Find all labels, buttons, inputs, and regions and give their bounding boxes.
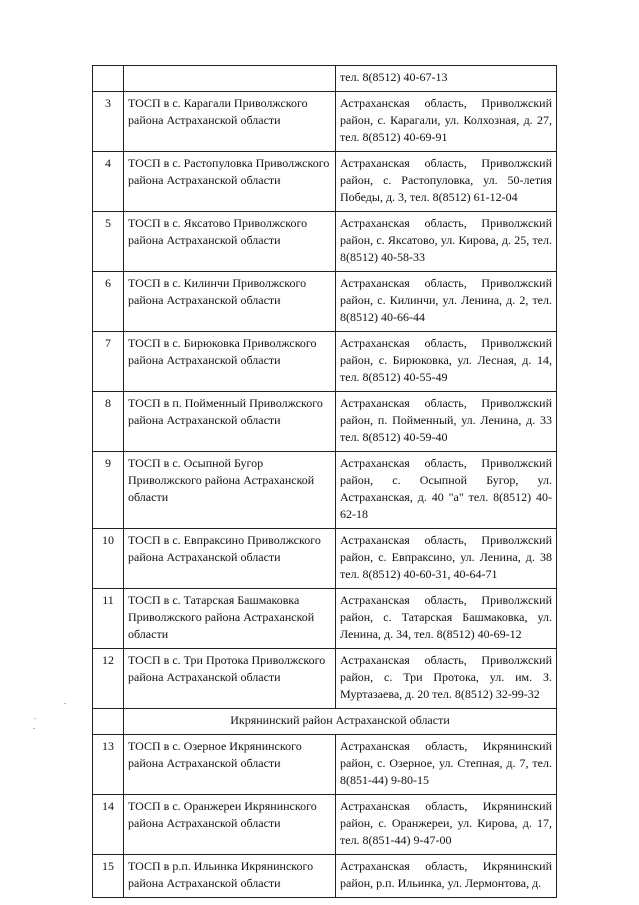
row-name: ТОСП в с. Оранжереи Икрянинского района Астраханской области xyxy=(124,795,336,855)
row-number: 8 xyxy=(93,392,124,452)
row-name: ТОСП в с. Три Протока Приволжского района Астраханской области xyxy=(124,649,336,709)
row-address: Астраханская область, Приволжский район, с. Бирюковка, ул. Лесная, д. 14, тел. 8(8512) 40-55-49 xyxy=(336,332,557,392)
row-address: Астраханская область, Приволжский район, с. Осыпной Бугор, ул. Астраханская, д. 40 "а" тел. 8(8512) 40-62-18 xyxy=(336,452,557,529)
row-name-cell xyxy=(124,66,336,92)
row-address: Астраханская область, Икрянинский район, с. Озерное, ул. Степная, д. 7, тел. 8(851-44) 9-80-15 xyxy=(336,735,557,795)
row-number-cell xyxy=(93,66,124,92)
row-name: ТОСП в с. Яксатово Приволжского района Астраханской области xyxy=(124,212,336,272)
row-name: ТОСП в с. Озерное Икрянинского района Астраханской области xyxy=(124,735,336,795)
row-number: 15 xyxy=(93,855,124,898)
section-header-row xyxy=(93,709,557,735)
row-name: ТОСП в с. Килинчи Приволжского района Астраханской области xyxy=(124,272,336,332)
row-name: ТОСП в р.п. Ильинка Икрянинского района Астраханской области xyxy=(124,855,336,898)
row-address: Астраханская область, Икрянинский район, с. Оранжереи, ул. Кирова, д. 17, тел. 8(851-44) 9-47-00 xyxy=(336,795,557,855)
row-number: 10 xyxy=(93,529,124,589)
table-row xyxy=(93,795,557,855)
row-address-cell: тел. 8(8512) 40-67-13 xyxy=(336,66,557,92)
section-title: Икрянинский район Астраханской области xyxy=(124,709,557,735)
tosp-table xyxy=(92,65,557,898)
row-address: Астраханская область, Приволжский район, п. Пойменный, ул. Ленина, д. 33 тел. 8(8512) 40-59-40 xyxy=(336,392,557,452)
table-row xyxy=(93,392,557,452)
row-name: ТОСП в п. Пойменный Приволжского района Астраханской области xyxy=(124,392,336,452)
scan-speck xyxy=(64,703,66,704)
table-row xyxy=(93,92,557,152)
row-number: 7 xyxy=(93,332,124,392)
row-name: ТОСП в с. Растопуловка Приволжского района Астраханской области xyxy=(124,152,336,212)
table-row xyxy=(93,529,557,589)
table-row xyxy=(93,332,557,392)
row-address: Астраханская область, Приволжский район, с. Евпраксино, ул. Ленина, д. 38 тел. 8(8512) 40-60-31, 40-64-71 xyxy=(336,529,557,589)
row-number: 14 xyxy=(93,795,124,855)
row-number: 11 xyxy=(93,589,124,649)
row-address: Астраханская область, Приволжский район, с. Килинчи, ул. Ленина, д. 2, тел. 8(8512) 40-66-44 xyxy=(336,272,557,332)
table-row xyxy=(93,589,557,649)
table-row xyxy=(93,452,557,529)
row-address: Астраханская область, Приволжский район, с. Растопуловка, ул. 50-летия Победы, д. 3, тел. 8(8512) 61-12-04 xyxy=(336,152,557,212)
row-address: Астраханская область, Икрянинский район, р.п. Ильинка, ул. Лермонтова, д. xyxy=(336,855,557,898)
row-number: 9 xyxy=(93,452,124,529)
row-address: Астраханская область, Приволжский район, с. Яксатово, ул. Кирова, д. 25, тел. 8(8512) 40-58-33 xyxy=(336,212,557,272)
row-name: ТОСП в с. Евпраксино Приволжского района Астраханской области xyxy=(124,529,336,589)
table-row xyxy=(93,212,557,272)
row-number: 6 xyxy=(93,272,124,332)
row-name: ТОСП в с. Татарская Башмаковка Приволжского района Астраханской области xyxy=(124,589,336,649)
table-body xyxy=(93,66,557,898)
row-name: ТОСП в с. Карагали Приволжского района Астраханской области xyxy=(124,92,336,152)
table-row xyxy=(93,855,557,898)
row-address: Астраханская область, Приволжский район, с. Три Протока, ул. им. З. Муртазаева, д. 20 тел. 8(8512) 32-99-32 xyxy=(336,649,557,709)
table-row xyxy=(93,735,557,795)
section-number-cell xyxy=(93,709,124,735)
table-row xyxy=(93,649,557,709)
table-row xyxy=(93,152,557,212)
row-name: ТОСП в с. Осыпной Бугор Приволжского района Астраханской области xyxy=(124,452,336,529)
row-number: 12 xyxy=(93,649,124,709)
scan-speck xyxy=(33,728,35,729)
row-address: Астраханская область, Приволжский район, с. Татарская Башмаковка, ул. Ленина, д. 34, тел. 8(8512) 40-69-12 xyxy=(336,589,557,649)
scan-speck xyxy=(34,718,36,719)
row-name: ТОСП в с. Бирюковка Приволжского района Астраханской области xyxy=(124,332,336,392)
row-number: 5 xyxy=(93,212,124,272)
row-number: 3 xyxy=(93,92,124,152)
continuation-row xyxy=(93,66,557,92)
row-address: Астраханская область, Приволжский район, с. Карагали, ул. Колхозная, д. 27, тел. 8(8512) 40-69-91 xyxy=(336,92,557,152)
row-number: 4 xyxy=(93,152,124,212)
table-row xyxy=(93,272,557,332)
row-number: 13 xyxy=(93,735,124,795)
